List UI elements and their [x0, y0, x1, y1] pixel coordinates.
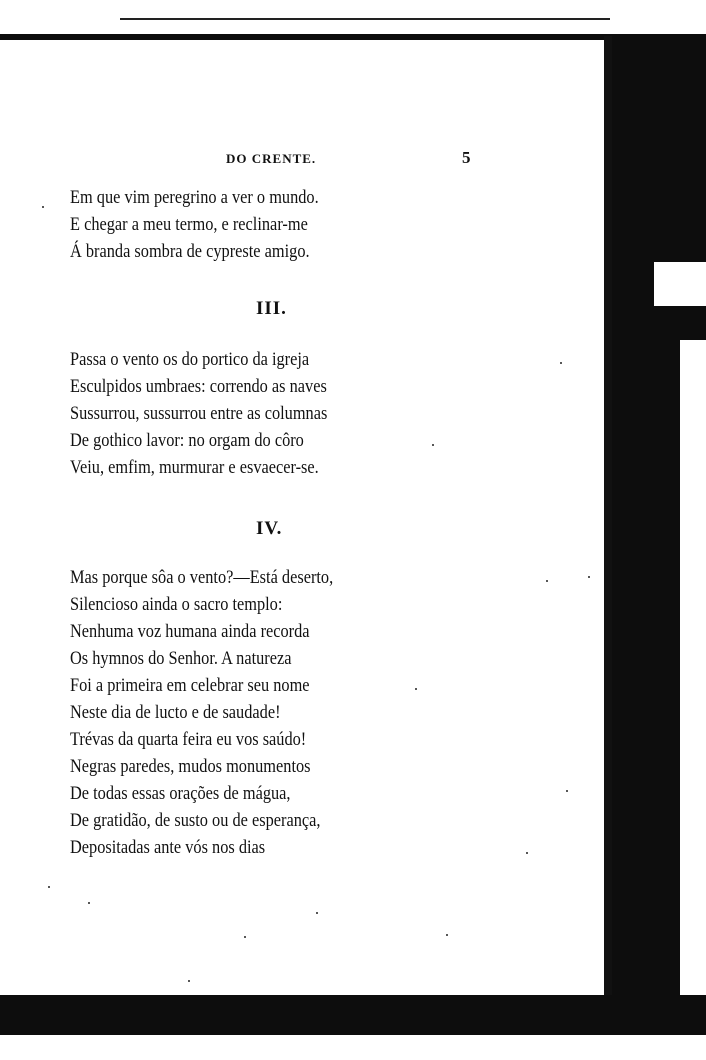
scan-bottom-border [0, 995, 706, 1035]
scan-speck [588, 576, 590, 578]
scan-speck [415, 688, 417, 690]
verse-line: Esculpidos umbraes: correndo as naves [70, 376, 327, 397]
scan-right-gap-lower [680, 340, 706, 1000]
verse-line: Silencioso ainda o sacro templo: [70, 594, 283, 615]
stanza-iv [70, 564, 376, 861]
verse-line: Neste dia de lucto e de saudade! [70, 702, 281, 723]
scan-speck [88, 902, 90, 904]
verse-line: De gratidão, de susto ou de esperança, [70, 810, 321, 831]
stanza-continuation [70, 184, 359, 265]
scan-speck [446, 934, 448, 936]
verse-line: Passa o vento os do portico da igreja [70, 349, 310, 370]
scan-speck [188, 980, 190, 982]
verse-line: De todas essas orações de mágua, [70, 783, 291, 804]
scan-speck [432, 444, 434, 446]
scan-speck [316, 912, 318, 914]
scan-right-gap [654, 262, 706, 306]
scan-speck [42, 206, 44, 208]
scan-speck [526, 852, 528, 854]
verse-line: Veiu, emfim, murmurar e esvaecer-se. [70, 457, 319, 478]
section-heading-iii: III. [256, 298, 287, 319]
scan-top-edge-line [120, 18, 610, 20]
page-number: 5 [462, 148, 471, 167]
verse-line: Foi a primeira em celebrar seu nome [70, 675, 310, 696]
verse-line: De gothico lavor: no orgam do côro [70, 430, 304, 451]
scan-speck [546, 580, 548, 582]
verse-line: Á branda sombra de cypreste amigo. [70, 241, 310, 262]
verse-line: Nenhuma voz humana ainda recorda [70, 621, 310, 642]
verse-line: Mas porque sôa o vento?—Está deserto, [70, 567, 334, 588]
scan-speck [566, 790, 568, 792]
running-head-title: DO CRENTE. [226, 151, 317, 166]
section-heading-iv: IV. [256, 518, 283, 539]
verse-line: Os hymnos do Senhor. A natureza [70, 648, 292, 669]
verse-line: Depositadas ante vós nos dias [70, 837, 266, 858]
verse-line: Trévas da quarta feira eu vos saúdo! [70, 729, 307, 750]
verse-line: E chegar a meu termo, e reclinar-me [70, 214, 308, 235]
scan-speck [244, 936, 246, 938]
verse-line: Em que vim peregrino a ver o mundo. [70, 187, 319, 208]
verse-line: Negras paredes, mudos monumentos [70, 756, 311, 777]
scan-speck [48, 886, 50, 888]
page-body [0, 40, 604, 995]
scan-speck [560, 362, 562, 364]
verse-line: Sussurrou, sussurrou entre as columnas [70, 403, 328, 424]
stanza-iii [70, 346, 369, 481]
